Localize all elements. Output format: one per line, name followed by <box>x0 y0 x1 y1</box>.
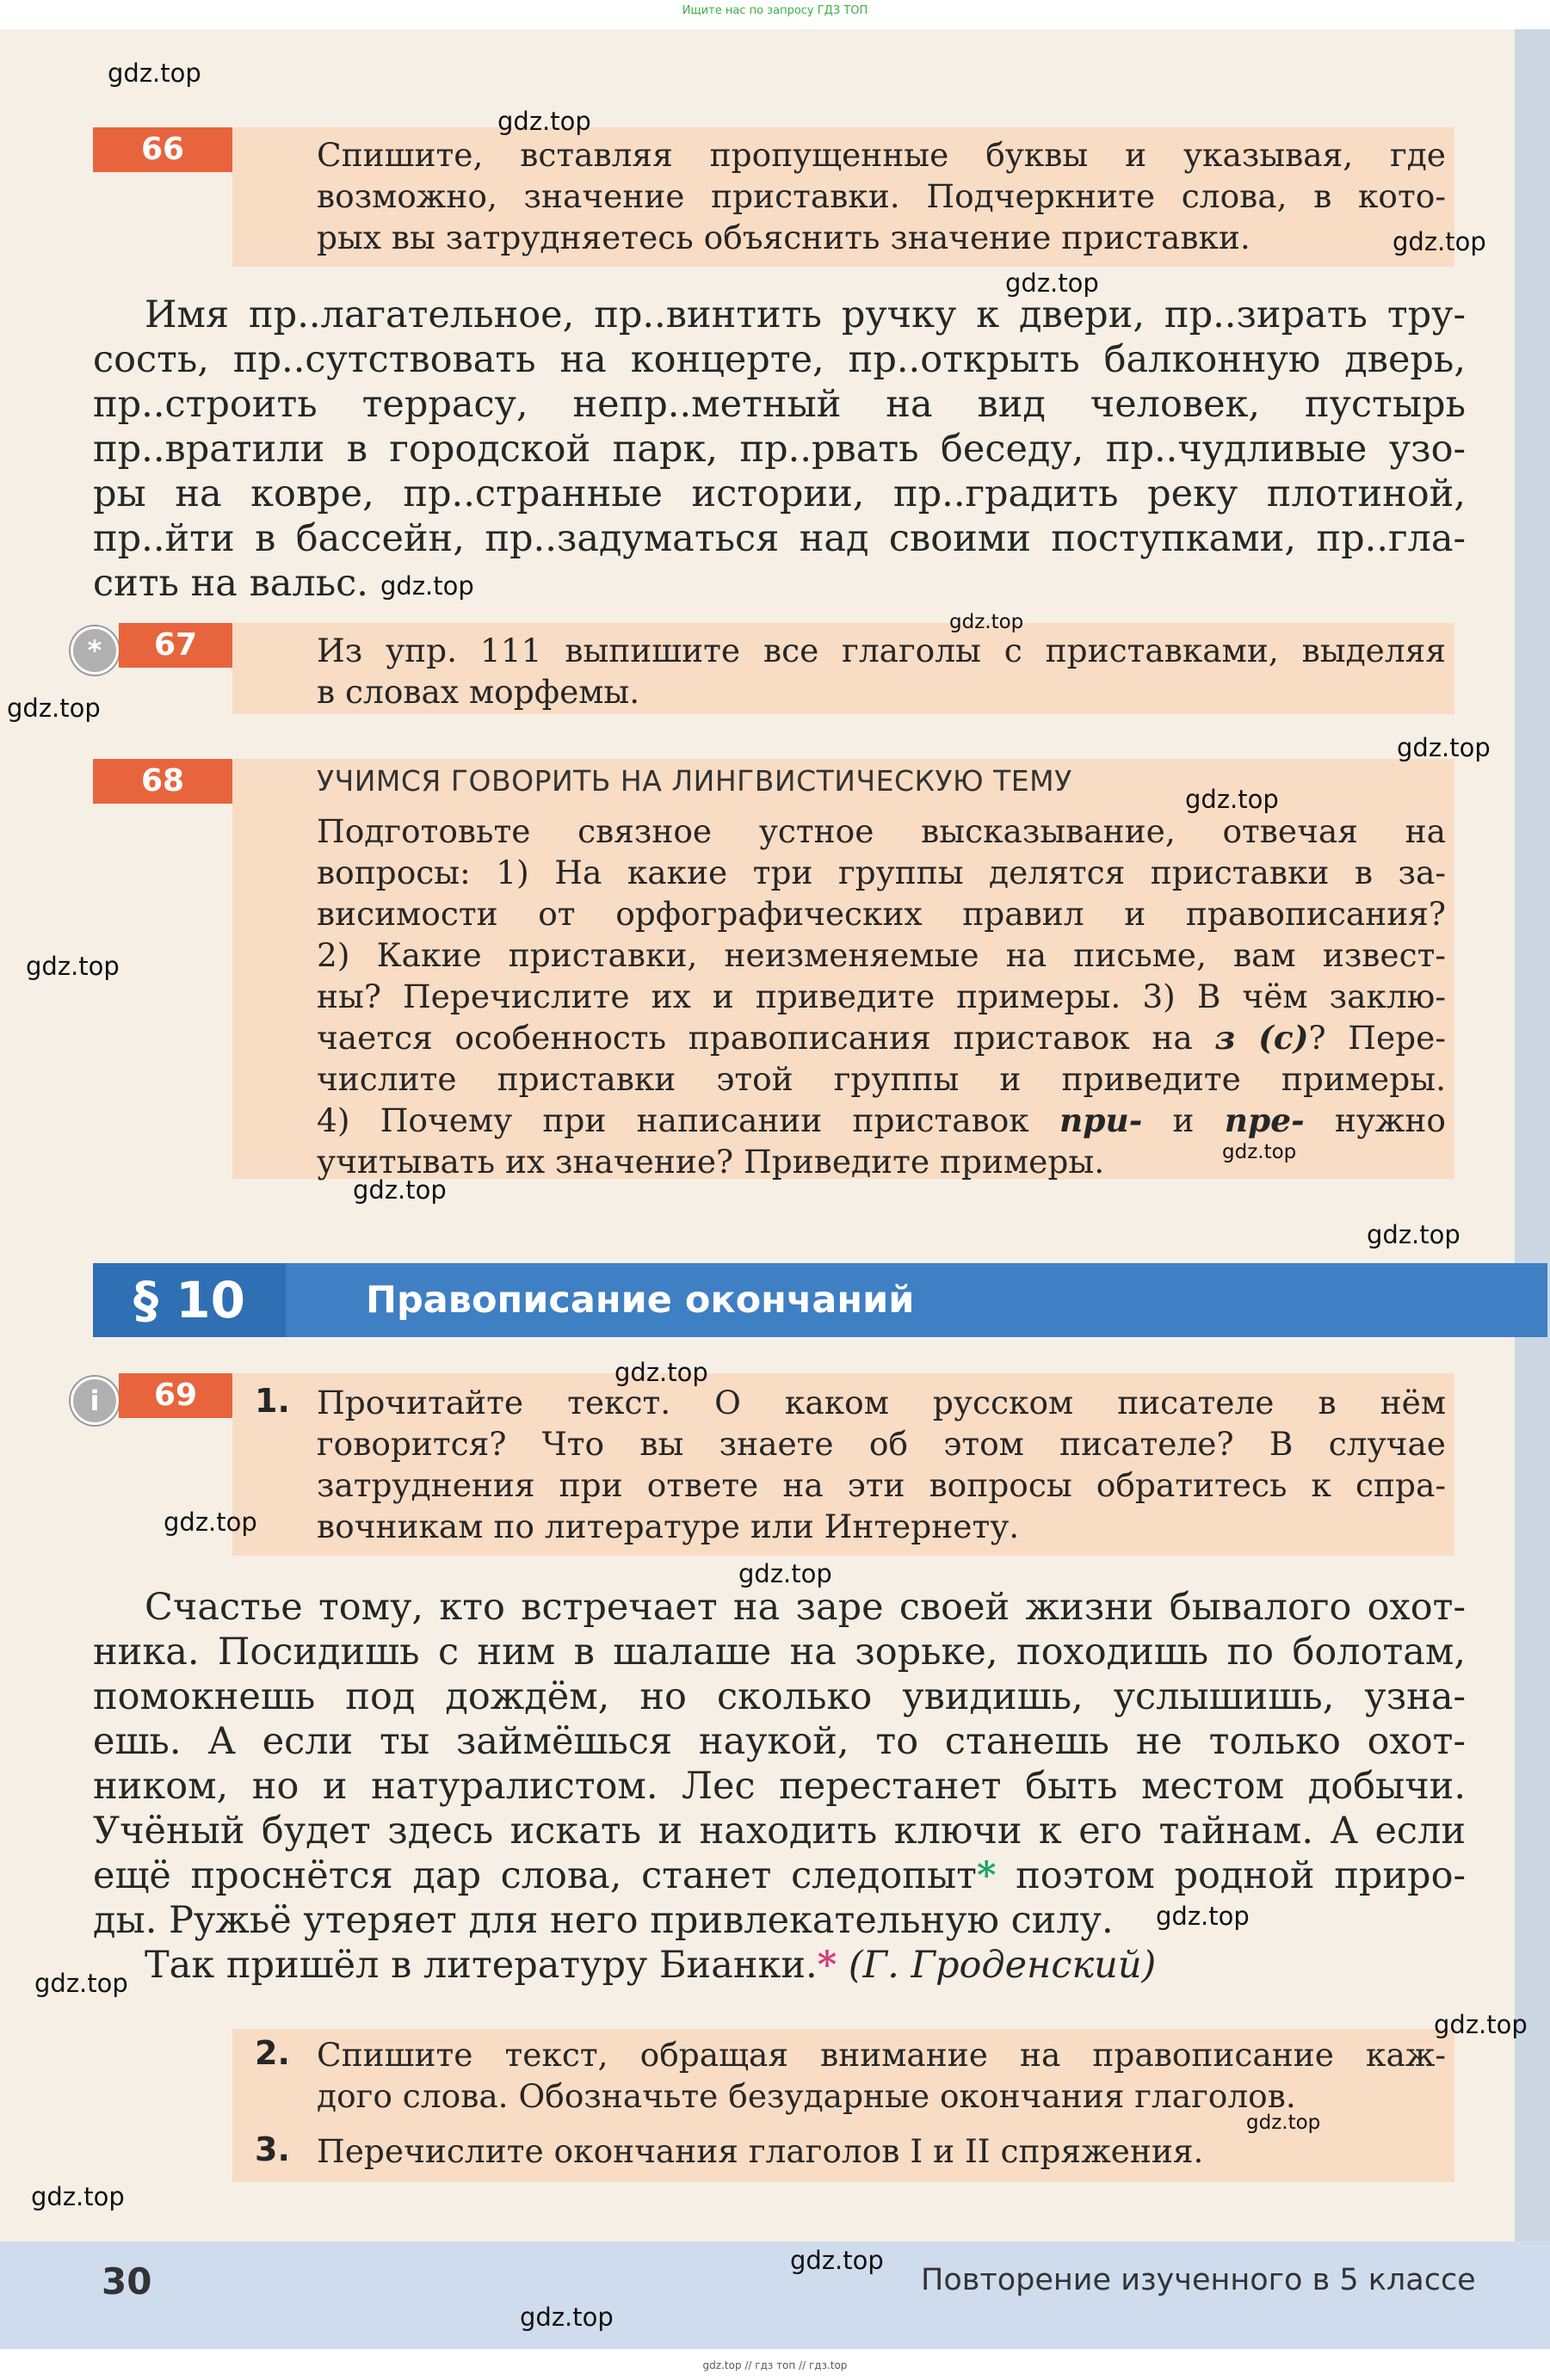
watermark: gdz.top <box>1367 1220 1460 1249</box>
section-number: § 10 <box>93 1263 286 1337</box>
task-3-number: 3. <box>255 2130 290 2168</box>
exercise-69-task-2: Спишите текст, обращая внимание на правописание каж- дого слова. Обозначьте безударные окончания глаголов. <box>317 2036 1446 2115</box>
exercise-68-number: 68 <box>93 759 232 804</box>
exercise-68-rubric: УЧИМСЯ ГОВОРИТЬ НА ЛИНГВИСТИЧЕСКУЮ ТЕМУ <box>317 764 1072 798</box>
exercise-69-task-1: Прочитайте текст. О каком русском писателе в нём говорится? Что вы знаете об этом писателе? В случае затруднения при ответе на эти вопросы обратитесь к спра- вочникам по литературе или Интернету. <box>317 1384 1446 1545</box>
watermark: gdz.top <box>1397 733 1491 762</box>
footnote-star-pink: * <box>817 1944 837 1987</box>
exercise-69-number: 69 <box>119 1373 232 1418</box>
watermark: gdz.top <box>34 1969 128 1998</box>
star-icon: * <box>71 626 119 675</box>
page-edge <box>1515 29 1550 2352</box>
watermark: gdz.top <box>1393 227 1486 256</box>
exercise-67-number: 67 <box>119 623 232 668</box>
watermark: gdz.top <box>614 1358 708 1387</box>
top-note: Ищите нас по запросу ГДЗ ТОП <box>682 4 868 17</box>
watermark: gdz.top <box>353 1175 447 1205</box>
exercise-67-task: Из упр. 111 выпишите все глаголы с приставками, выделяя в словах морфемы. <box>317 632 1446 711</box>
exercise-66-task: Спишите, вставляя пропущенные буквы и указывая, где возможно, значение приставки. Подчеркните слова, в кото- рых вы затрудняетесь объяснить значение приставки. <box>317 136 1446 256</box>
watermark: gdz.top <box>497 107 591 136</box>
watermark: gdz.top <box>108 59 201 88</box>
task-1-number: 1. <box>255 1382 290 1420</box>
watermark: gdz.top <box>520 2303 614 2332</box>
info-icon: i <box>71 1377 119 1425</box>
watermark: gdz.top <box>1246 2112 1321 2134</box>
watermark: gdz.top <box>31 2182 125 2211</box>
watermark: gdz.top <box>1005 268 1099 298</box>
exercise-66-number: 66 <box>93 127 232 172</box>
watermark: gdz.top <box>1434 2010 1528 2039</box>
exercise-66-text: Имя пр..лагательное, пр..винтить ручку к двери, пр..зирать тру- сость, пр..сутствовать на концерте, пр..открыть балконную дверь, пр..строить террасу, непр..метный на вид человек, пустырь пр..вратили в городской парк, пр..рвать беседу, пр..чудливые узо- ры на ковре, пр..странные истории, пр..градить реку плотиной, пр..йти в бассейн, пр..задуматься над своими поступками, пр..гла- сить на вальс. <box>93 293 1466 605</box>
watermark: gdz.top <box>1156 1902 1250 1931</box>
bottom-note: gdz.top // гдз топ // гдз.top <box>702 2359 848 2371</box>
exercise-69-task-3: Перечислите окончания глаголов I и II спряжения. <box>317 2132 1204 2170</box>
watermark: gdz.top <box>164 1508 257 1537</box>
watermark: gdz.top <box>380 571 474 601</box>
chapter-footer: Повторение изученного в 5 классе <box>921 2263 1476 2297</box>
watermark: gdz.top <box>1185 785 1279 814</box>
exercise-69-text: Счастье тому, кто встречает на заре своей жизни бывалого охот- ника. Посидишь с ним в шалаше на зорьке, походишь по болотам, помокнешь под дождём, но сколько увидишь, услышишь, узна- ешь. А если ты займёшься наукой, то станешь не только охот- ником, но и натуралистом. Лес перестанет быть местом добычи. Учёный будет здесь искать и находить ключи к его тайнам. А если ещё проснётся дар слова, станет следопыт* поэтом родной приро- ды. Ружьё утеряет для него привлекательную силу. Так пришёл в литературу Бианки.* (Г. Гроденский) <box>93 1586 1466 1987</box>
watermark: gdz.top <box>7 694 101 723</box>
section-title: Правописание окончаний <box>366 1279 915 1322</box>
watermark: gdz.top <box>1222 1141 1297 1163</box>
footnote-star: * <box>976 1854 997 1897</box>
watermark: gdz.top <box>949 611 1024 633</box>
task-2-number: 2. <box>255 2034 290 2072</box>
exercise-68-task: Подготовьте связное устное высказывание, отвечая на вопросы: 1) На какие три группы делятся приставки в за- висимости от орфографических правил и правописания? 2) Какие приставки, неизменяемые на письме, вам извест- ны? Перечислите их и приведите примеры. 3) В чём заклю- чается особенность правописания приставок на з (с)? Пере- числите приставки этой группы и приведите примеры. 4) Почему при написании приставок при- и пре- нужно учитывать их значение? Приведите примеры. <box>317 812 1447 1181</box>
watermark: gdz.top <box>738 1559 832 1588</box>
watermark: gdz.top <box>790 2246 884 2275</box>
watermark: gdz.top <box>26 952 120 981</box>
page-number: 30 <box>102 2260 152 2303</box>
